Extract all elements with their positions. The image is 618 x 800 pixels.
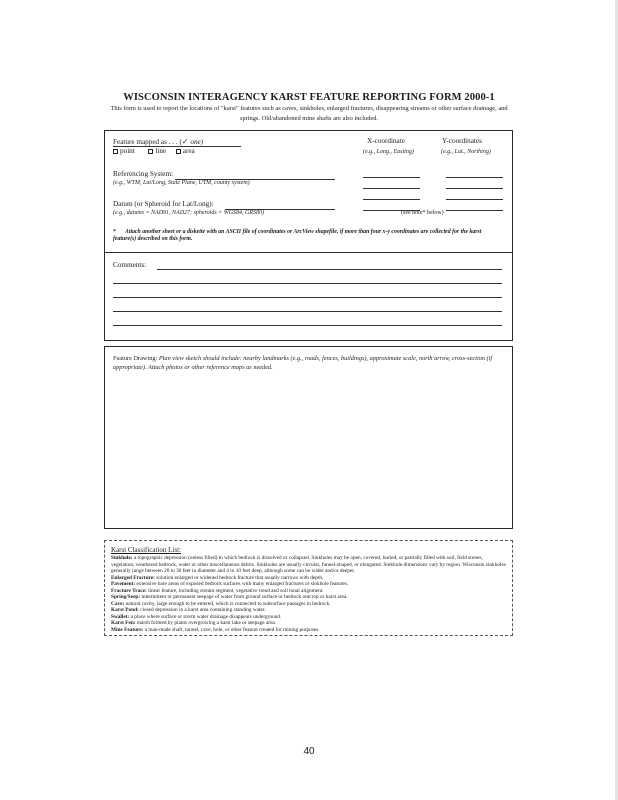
comments-line-4[interactable] xyxy=(113,311,502,312)
page-number: 40 xyxy=(303,746,315,757)
option-area[interactable]: area xyxy=(176,147,195,155)
x-coordinate-field-2[interactable] xyxy=(363,188,420,189)
x-coordinate-field-1[interactable] xyxy=(363,177,420,178)
option-line[interactable]: line xyxy=(148,147,166,155)
classification-heading: Karst Classification List: xyxy=(111,546,181,554)
area-checkbox[interactable] xyxy=(176,149,181,154)
feature-mapped-label: Feature mapped as . . . (✓ one) xyxy=(113,137,204,146)
x-example: (e.g., Long., Easting) xyxy=(363,149,414,155)
classification-entry: Cave: natural cavity, large enough to be entered, which is connected to subsurface passages in bedrock. xyxy=(111,600,331,607)
comments-line-3[interactable] xyxy=(113,297,502,298)
y-coordinate-header: Y-coordinates xyxy=(442,137,482,145)
x-coordinate-header: X-coordinate xyxy=(367,137,405,145)
see-note: (see note* below) xyxy=(401,210,444,216)
comments-section xyxy=(104,252,513,341)
feature-type-options xyxy=(113,147,195,155)
feature-drawing-label: Feature Drawing: xyxy=(113,355,158,362)
referencing-system-label: Referencing System: xyxy=(113,170,174,178)
karst-classification-section xyxy=(104,540,513,636)
feature-drawing-instructions: Feature Drawing: Plan view sketch should include: nearby landmarks (e.g., roads, fences, buildings), approximate scale, north arrow, cross-section (if appropriate). Attach photos or other reference maps as needed. xyxy=(113,355,493,371)
y-example: (e.g., Lat., Northing) xyxy=(441,149,491,155)
classification-entry: Swallet: a place where surface or storm water drainage disappears underground. xyxy=(111,613,282,620)
y-coordinate-field-4[interactable] xyxy=(446,210,503,211)
y-coordinate-field-1[interactable] xyxy=(446,177,503,178)
x-coordinate-field-3[interactable] xyxy=(363,199,420,200)
classification-entry: Mine Feature: a man-made shaft, tunnel, cave, hole, or other feature created for mining purposes. xyxy=(111,626,320,633)
classification-entry: Sinkhole: a topographic depression (unless filled) in which bedrock is dissolved or collapsed. Sinkholes may be open, covered, buried, or partially filled with soil, field stones, vegetation, weathered bedrock, water or other miscellaneous debris. Sinkholes are usually circular, funnel-shaped, or elongated. Sinkhole dimensions vary by region. Wisconsin sinkholes generally range between 20 to 30 feet in diameter and 4 to 10 feet deep, although some can be wider and/or deeper. xyxy=(111,555,506,574)
classification-entry: Enlarged Fracture: solution enlarged or widened bedrock fracture that usually narrows with depth. xyxy=(111,574,324,581)
datum-example: (e.g., datums = NAD91, NAD27; spheroids = WGS84, GRS80) xyxy=(113,210,265,216)
option-point[interactable]: point xyxy=(113,147,135,155)
classification-list xyxy=(111,546,507,633)
comments-line-2[interactable] xyxy=(113,283,502,284)
coordinates-note: * Attach another sheet or a diskette with an ASCII file of coordinates or ArcView shapefile, if more than four x-y coordinates are collected for the karst feature(s) described on this form. xyxy=(113,229,482,242)
y-coordinate-field-3[interactable] xyxy=(446,199,503,200)
form-intro: This form is used to report the locations of "karst" features such as caves, sinkholes, enlarged fractures, disappearing streams or other surface drainage, and springs. Old/abandoned mine shafts are also included. xyxy=(110,105,508,122)
feature-drawing-section[interactable] xyxy=(104,346,513,529)
point-checkbox[interactable] xyxy=(113,149,118,154)
classification-entry: Fracture Trace: linear feature, including stream segment, vegetative trend and soil tonal alignment. xyxy=(111,587,324,594)
datum-label: Datum (or Spheroid for Lat/Long): xyxy=(113,200,214,208)
classification-entry: Karst Fen: marsh formed by plants overgrowing a karst lake or seepage area. xyxy=(111,620,277,626)
comments-line-1[interactable] xyxy=(157,269,502,270)
classification-entry: Pavement: extensive bare areas of exposed bedrock surfaces with many enlarged fractures or sinkhole features. xyxy=(111,581,349,587)
classification-entry: Karst Pond: closed depression in a karst area containing standing water. xyxy=(111,607,266,613)
classification-entry: Spring/Seep: intermittent or permanent seepage of water from ground surface or bedrock outcrop or karst area. xyxy=(111,594,348,600)
y-coordinate-field-2[interactable] xyxy=(446,188,503,189)
comments-label: Comments: xyxy=(113,261,147,269)
form-title: WISCONSIN INTERAGENCY KARST FEATURE REPORTING FORM 2000-1 xyxy=(123,92,495,103)
referencing-system-example: (e.g., WTM, Lat/Long, State Plane, UTM, county system) xyxy=(113,180,250,186)
comments-line-5[interactable] xyxy=(113,325,502,326)
location-section xyxy=(104,130,513,253)
line-checkbox[interactable] xyxy=(148,149,153,154)
